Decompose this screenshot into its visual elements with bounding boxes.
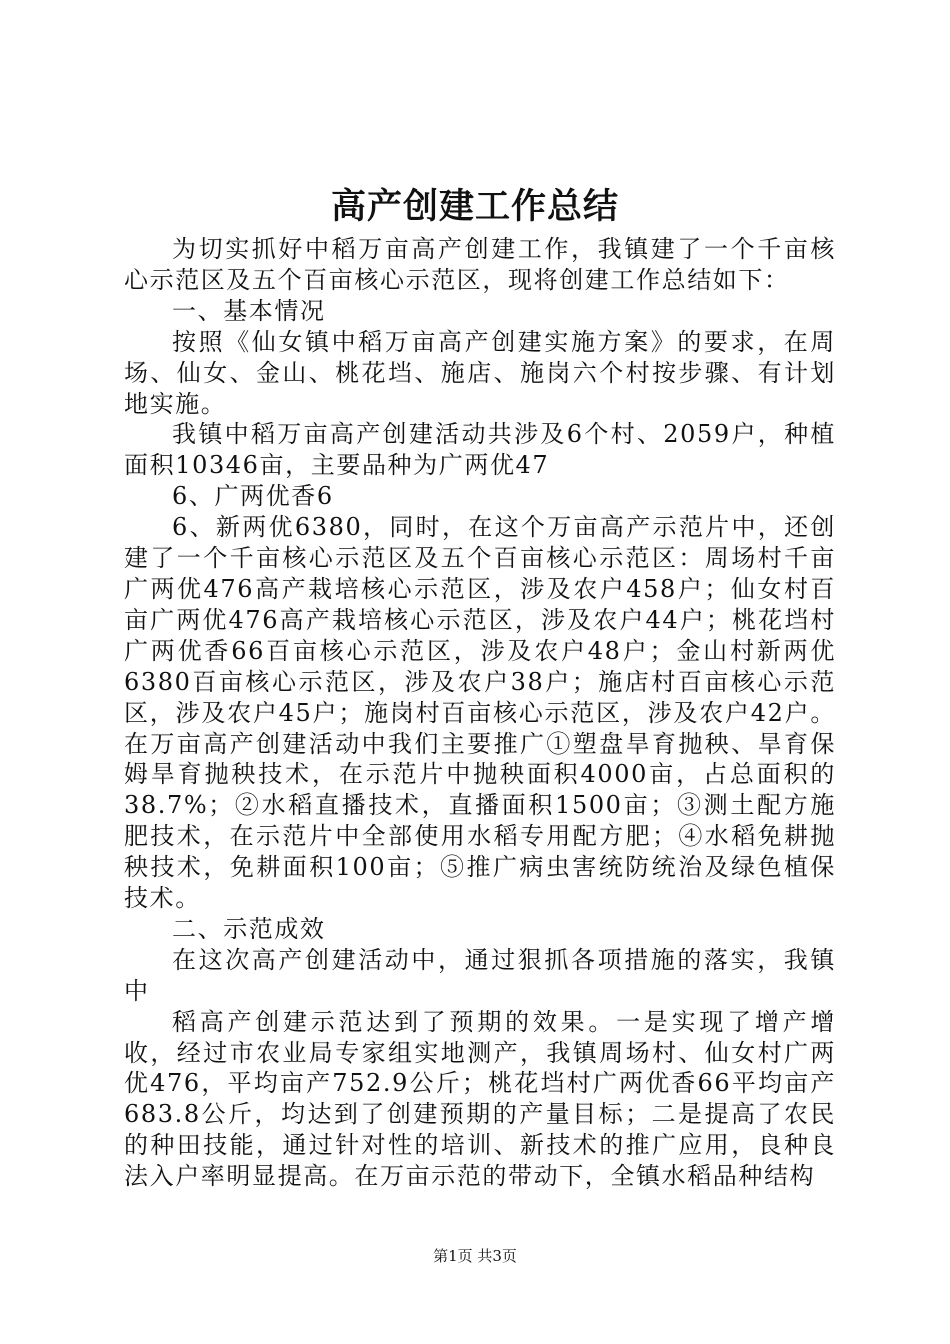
page-footer: 第1页 共3页 <box>433 1247 517 1265</box>
paragraph-demonstration-zones: 6、新两优6380，同时，在这个万亩高产示范片中，还创建了一个千亩核心示范区及五个百亩核心示范区：周场村千亩广两优476高产栽培核心示范区，涉及农户458户；仙女村百亩广两优476高产栽培核心示范区，涉及农户44户；桃花垱村广两优香66百亩核心示范区，涉及农户48户；金山村新两优6380百亩核心示范区，涉及农户38户；施店村百亩核心示范区，涉及农户45户；施岗村百亩核心示范区，涉及农户42户。在万亩高产创建活动中我们主要推广①塑盘旱育抛秧、旱育保姆旱育抛秧技术，在示范片中抛秧面积4000亩，占总面积的38.7%；②水稻直播技术，直播面积1500亩；③测土配方施肥技术，在示范片中全部使用水稻专用配方肥；④水稻免耕抛秧技术，免耕面积100亩；⑤推广病虫害统防统治及绿色植保技术。 <box>124 513 836 913</box>
paragraph-results-detail: 稻高产创建示范达到了预期的效果。一是实现了增产增收，经过市农业局专家组实地测产，我镇周场村、仙女村广两优476，平均亩产752.9公斤；桃花垱村广两优香66平均亩产683.8公斤，均达到了创建预期的产量目标；二是提高了农民的种田技能，通过针对性的培训、新技术的推广应用，良种良法入户率明显提高。在万亩示范的带动下，全镇水稻品种结构 <box>124 1007 836 1191</box>
section-heading-results: 二、示范成效 <box>172 914 326 943</box>
paragraph-variety-line: 6、广两优香6 <box>172 482 334 511</box>
paragraph-plan: 按照《仙女镇中稻万亩高产创建实施方案》的要求，在周场、仙女、金山、桃花垱、施店、施岗六个村按步骤、有计划地实施。 <box>124 327 836 418</box>
document-body <box>124 234 836 1192</box>
section-heading-basic-situation: 一、基本情况 <box>172 296 326 325</box>
paragraph-results-intro: 在这次高产创建活动中，通过狠抓各项措施的落实，我镇中 <box>124 945 836 1005</box>
paragraph-scope: 我镇中稻万亩高产创建活动共涉及6个村、2059户，种植面积10346亩，主要品种为广两优47 <box>124 420 836 480</box>
document-title: 高产创建工作总结 <box>330 186 619 227</box>
paragraph-intro: 为切实抓好中稻万亩高产创建工作，我镇建了一个千亩核心示范区及五个百亩核心示范区，现将创建工作总结如下： <box>124 235 836 294</box>
